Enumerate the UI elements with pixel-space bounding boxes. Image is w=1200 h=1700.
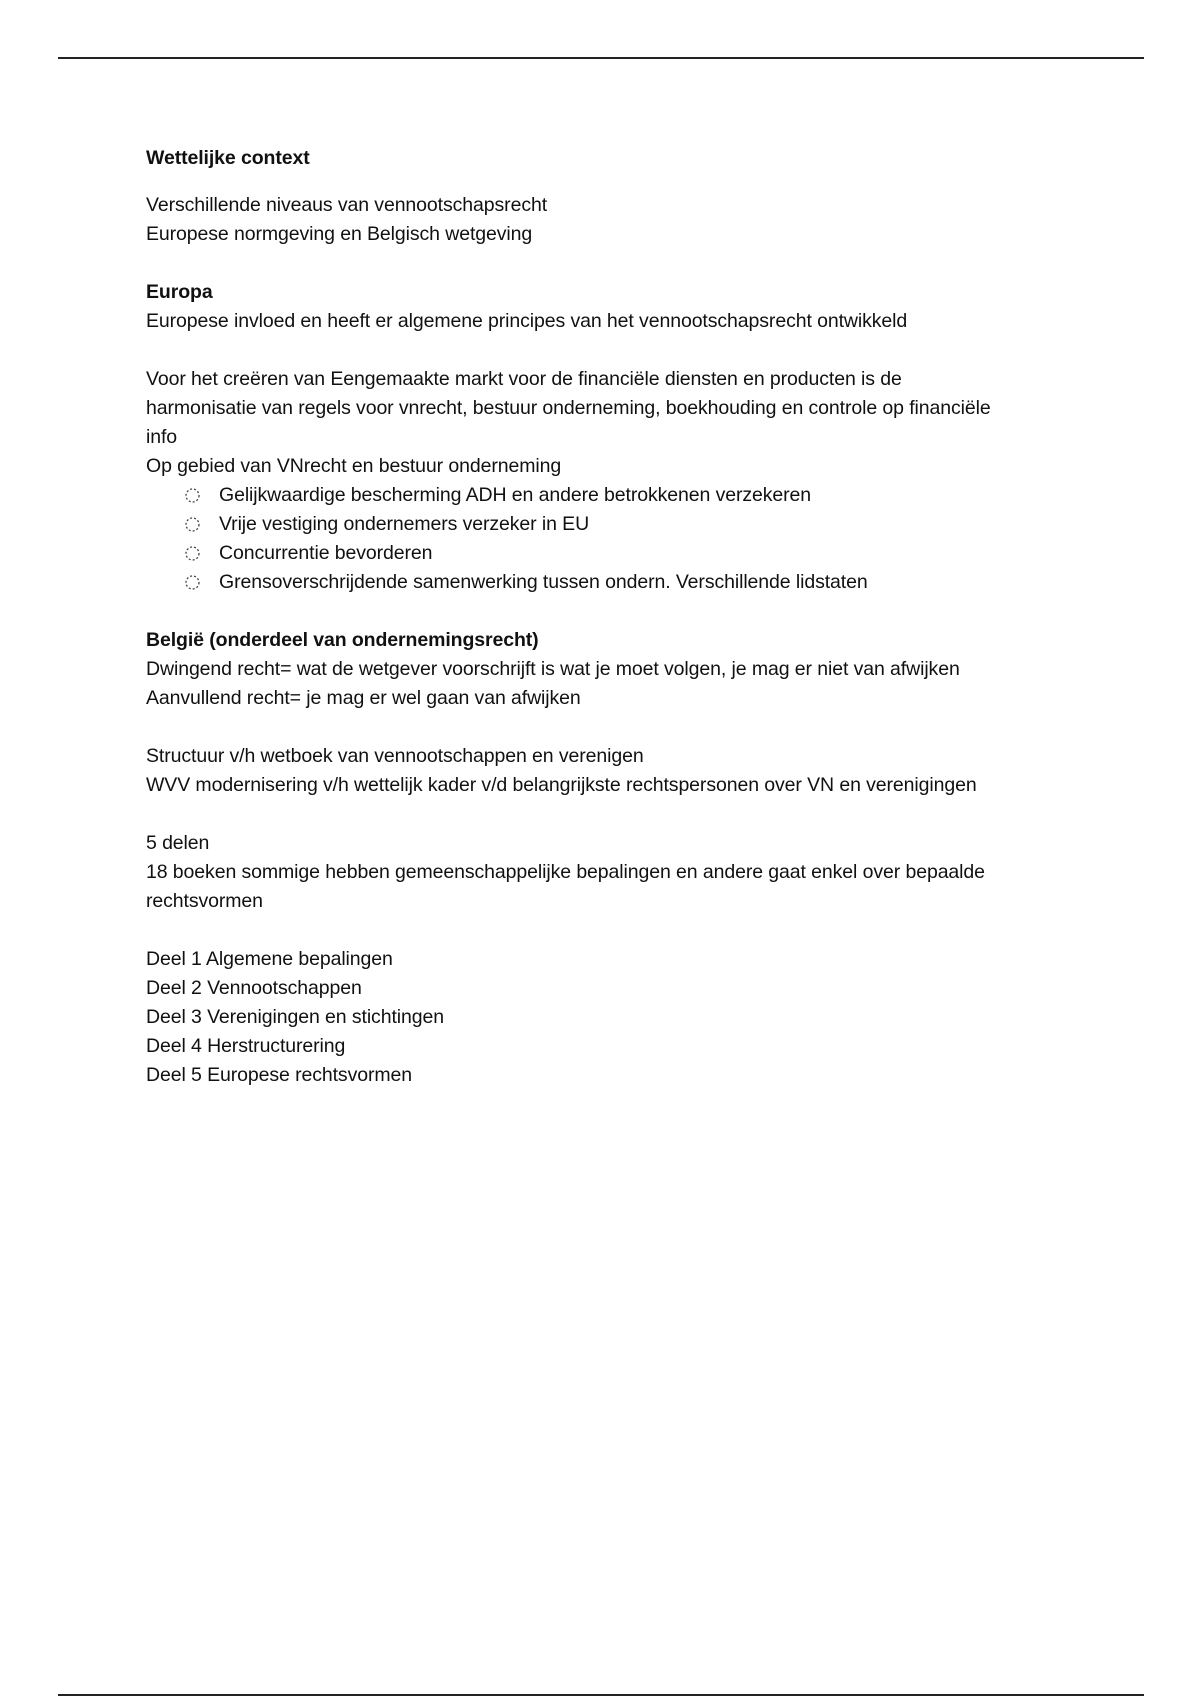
parts-info-line: rechtsvormen — [146, 890, 263, 912]
section-title: Wettelijke context — [146, 147, 310, 169]
list-item — [184, 539, 1066, 568]
part-item: Deel 1 Algemene bepalingen — [146, 948, 393, 970]
list-item — [184, 568, 1066, 597]
parts-info-line: 5 delen — [146, 832, 210, 854]
europa-heading: Europa — [146, 281, 213, 303]
parts-info-line: 18 boeken sommige hebben gemeenschappelijke bepalingen en andere gaat enkel over bepaalde — [146, 861, 985, 883]
part-item: Deel 5 Europese rechtsvormen — [146, 1064, 413, 1086]
footer-rule — [58, 1694, 1144, 1696]
part-item: Deel 3 Verenigingen en stichtingen — [146, 1006, 444, 1028]
europa-paragraph-line: Voor het creëren van Eengemaakte markt voor de financiële diensten en producten is de — [146, 368, 902, 390]
bullet-text: Gelijkwaardige bescherming ADH en andere betrokkenen verzekeren — [219, 484, 812, 506]
part-item: Deel 4 Herstructurering — [146, 1035, 346, 1057]
europa-bullet-list — [146, 481, 1066, 597]
intro-line: Europese normgeving en Belgisch wetgeving — [146, 223, 533, 245]
document-body — [146, 144, 1066, 1090]
bullet-text: Concurrentie bevorderen — [219, 542, 433, 564]
dotted-circle-bullet-icon — [184, 516, 201, 533]
header-rule — [58, 57, 1144, 59]
part-item: Deel 2 Vennootschappen — [146, 977, 362, 999]
structure-line: Structuur v/h wetboek van vennootschappen en verenigen — [146, 745, 644, 767]
dotted-circle-bullet-icon — [184, 574, 201, 591]
belgie-line: Aanvullend recht= je mag er wel gaan van afwijken — [146, 687, 581, 709]
list-item — [184, 510, 1066, 539]
structure-line: WVV modernisering v/h wettelijk kader v/d belangrijkste rechtspersonen over VN en verenigingen — [146, 774, 977, 796]
europa-paragraph-line: Op gebied van VNrecht en bestuur onderneming — [146, 455, 562, 477]
belgie-line: Dwingend recht= wat de wetgever voorschrijft is wat je moet volgen, je mag er niet van afwijken — [146, 658, 960, 680]
bullet-text: Grensoverschrijdende samenwerking tussen ondern. Verschillende lidstaten — [219, 571, 868, 593]
dotted-circle-bullet-icon — [184, 545, 201, 562]
belgie-heading: België (onderdeel van ondernemingsrecht) — [146, 629, 539, 651]
bullet-text: Vrije vestiging ondernemers verzeker in EU — [219, 513, 590, 535]
list-item — [184, 481, 1066, 510]
europa-line: Europese invloed en heeft er algemene principes van het vennootschapsrecht ontwikkeld — [146, 310, 908, 332]
europa-paragraph-line: harmonisatie van regels voor vnrecht, bestuur onderneming, boekhouding en controle op financiële — [146, 397, 991, 419]
dotted-circle-bullet-icon — [184, 487, 201, 504]
intro-line: Verschillende niveaus van vennootschapsrecht — [146, 194, 548, 216]
europa-paragraph-line: info — [146, 426, 178, 448]
